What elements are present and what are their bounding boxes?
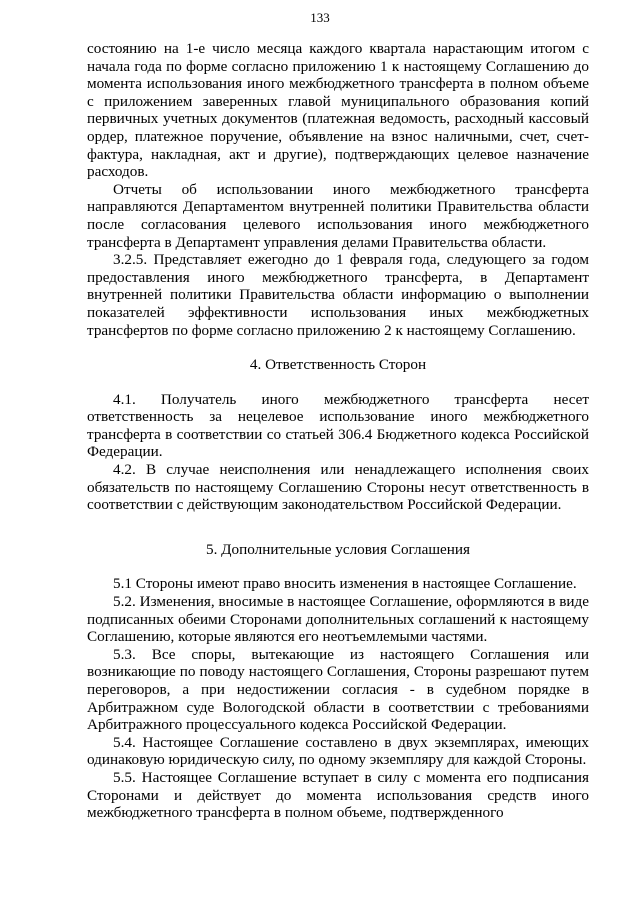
document-body [87, 40, 589, 822]
section-4-title: 4. Ответственность Сторон [249, 356, 427, 374]
paragraph-4-2: 4.2. В случае неисполнения или ненадлежащего исполнения своих обязательств по настоящему Соглашению Стороны несут ответственность в соответствии с действующим законодательством Российской Федерации. [87, 461, 589, 514]
paragraph-4-1: 4.1. Получатель иного межбюджетного трансферта несет ответственность за нецелевое использование иного межбюджетного трансферта в соответствии со статьей 306.4 Бюджетного кодекса Российской Федерации. [87, 390, 589, 461]
paragraph-5-3: 5.3. Все споры, вытекающие из настоящего Соглашения или возникающие по поводу настоящего Соглашения, Стороны разрешают путем переговоров, а при недостижении согласия - в судебном порядке в Арбитражном суде Вологодской области в соответствии с требованиями Арбитражного процессуального кодекса Российской Федерации. [87, 645, 589, 734]
paragraph-reports: Отчеты об использовании иного межбюджетного трансферта направляются Департаментом внутренней политики Правительства области после согласования целевого использования иного межбюджетного трансферта в Департамент управления делами Правительства области. [87, 180, 589, 251]
paragraph-3-2-5: 3.2.5. Представляет ежегодно до 1 февраля года, следующего за годом предоставления иного межбюджетного трансферта, в Департамент внутренней политики Правительства области информацию о выполнении показателей эффективности использования иных межбюджетных трансфертов по форме согласно приложению 2 к настоящему Соглашению. [87, 251, 589, 339]
section-5-title: 5. Дополнительные условия Соглашения [205, 540, 470, 558]
paragraph-5-1: 5.1 Стороны имеют право вносить изменения в настоящее Соглашение. [113, 575, 577, 593]
page-number: 133 [310, 10, 330, 25]
paragraph-5-4: 5.4. Настоящее Соглашение составлено в двух экземплярах, имеющих одинаковую юридическую силу, по одному экземпляру для каждой Стороны. [87, 733, 589, 769]
paragraph-5-2: 5.2. Изменения, вносимые в настоящее Соглашение, оформляются в виде подписанных обеими Сторонами дополнительных соглашений к настоящему Соглашению, которые являются его неотъемлемыми частями. [87, 593, 589, 646]
paragraph-continuation: состоянию на 1-е число месяца каждого квартала нарастающим итогом с начала года по форме согласно приложению 1 к настоящему Соглашению до момента использования иного межбюджетного трансферта в полном объеме с приложением заверенных главой муниципального образования копий первичных учетных документов (платежная ведомость, расходный кассовый ордер, платежное поручение, объявление на взнос наличными, счет, счет-фактура, накладная, акт и другие), подтверждающих целевое назначение расходов. [87, 40, 589, 181]
paragraph-5-5: 5.5. Настоящее Соглашение вступает в силу с момента его подписания Сторонами и действует до момента использования средств иного межбюджетного трансферта в полном объеме, подтвержденного [87, 768, 589, 822]
